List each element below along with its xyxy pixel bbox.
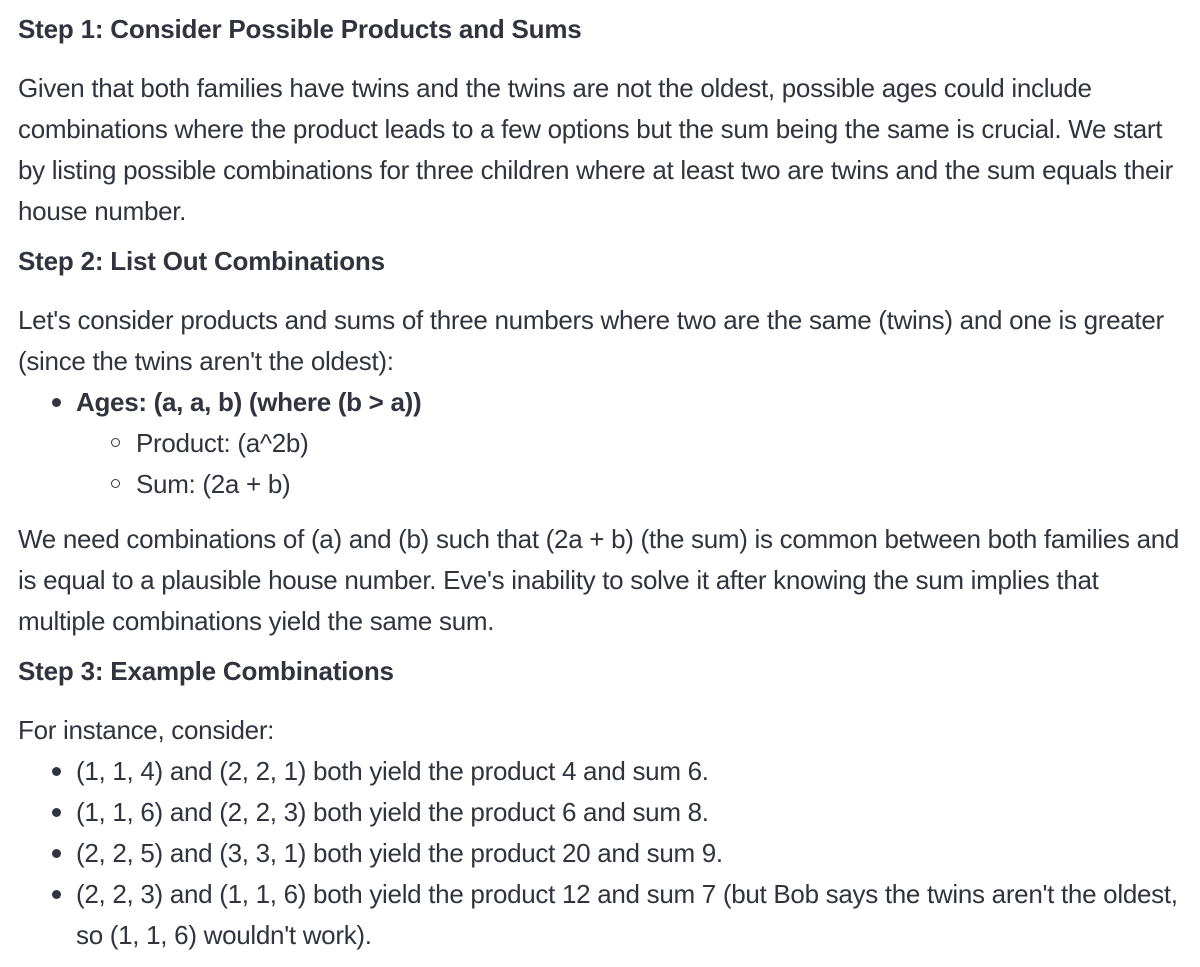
markdown-content — [0, 12, 1200, 956]
step2-paragraph-2: We need combinations of (a) and (b) such that (2a + b) (the sum) is common between both families and is equal to a plausible house number. Eve's inability to solve it after knowing the sum implies that multiple combinations yield the same sum. — [18, 524, 1180, 636]
step3-heading: Step 3: Example Combinations — [18, 656, 394, 686]
step2-heading: Step 2: List Out Combinations — [18, 246, 385, 276]
list-item — [18, 382, 1182, 505]
ages-bullet-text: Ages: (a, a, b) (where (b > a)) — [76, 387, 422, 417]
list-item: Sum: (2a + b) — [18, 464, 1182, 505]
list-item: (1, 1, 6) and (2, 2, 3) both yield the product 6 and sum 8. — [18, 792, 1182, 833]
list-item: (2, 2, 5) and (3, 3, 1) both yield the product 20 and sum 9. — [18, 833, 1182, 874]
step2-list — [18, 382, 1182, 505]
ages-sub-list — [76, 423, 1182, 505]
list-item: (1, 1, 4) and (2, 2, 1) both yield the product 4 and sum 6. — [18, 751, 1182, 792]
list-item: Product: (a^2b) — [18, 423, 1182, 464]
step3-intro: For instance, consider: — [18, 715, 275, 745]
list-item: (2, 2, 3) and (1, 1, 6) both yield the product 12 and sum 7 (but Bob says the twins aren't the oldest, so (1, 1, 6) wouldn't work). — [18, 874, 1182, 956]
step1-paragraph: Given that both families have twins and the twins are not the oldest, possible ages could include combinations where the product leads to a few options but the sum being the same is crucial. We start by listing possible combinations for three children where at least two are twins and the sum equals their house number. — [18, 73, 1174, 226]
step3-list — [18, 751, 1182, 956]
step2-paragraph: Let's consider products and sums of three numbers where two are the same (twins) and one is greater (since the twins aren't the oldest): — [18, 305, 1164, 376]
step1-heading: Step 1: Consider Possible Products and Sums — [18, 14, 582, 44]
